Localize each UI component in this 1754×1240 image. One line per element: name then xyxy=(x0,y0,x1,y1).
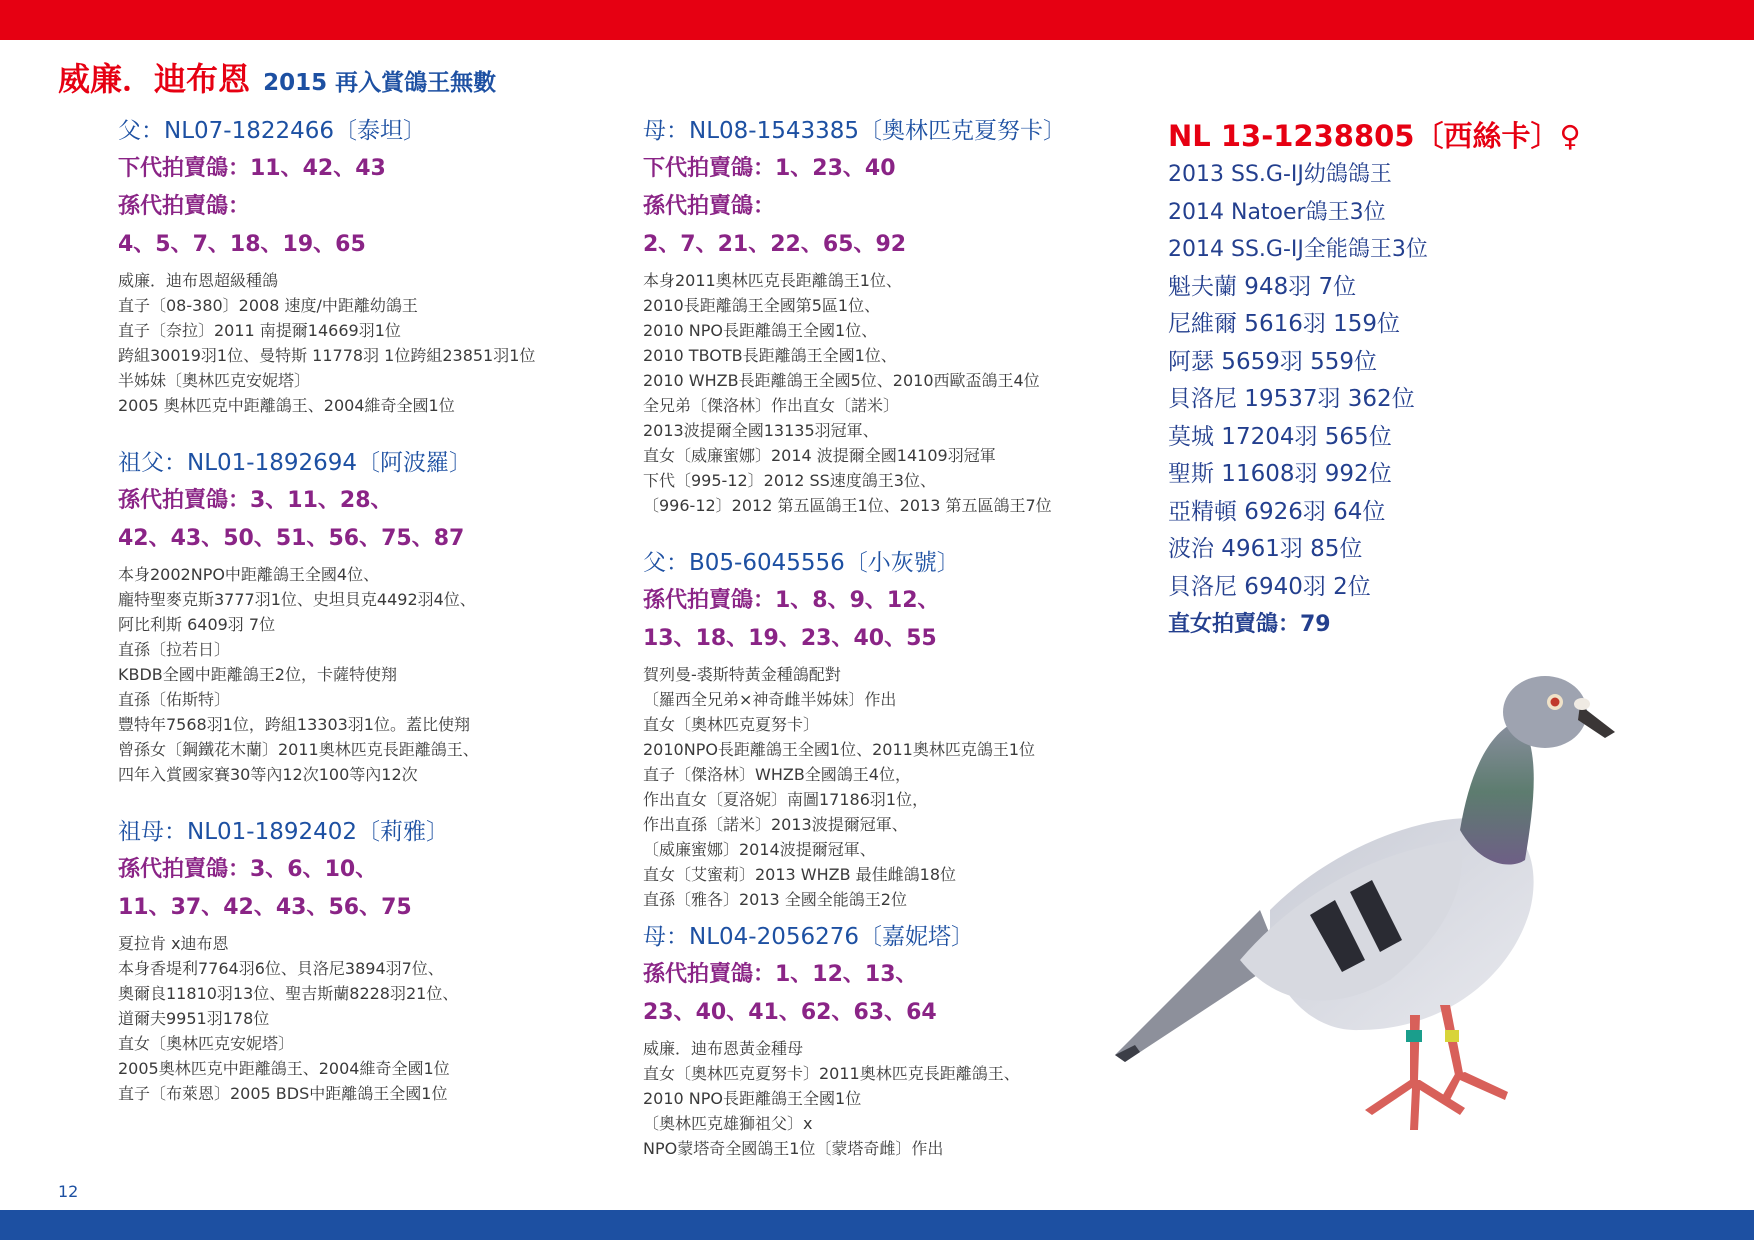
description-line: 全兄弟〔傑洛林〕作出直女〔諾米〕 xyxy=(643,396,900,415)
description-line: 夏拉肯 x迪布恩 xyxy=(118,934,229,953)
description-line: 四年入賞國家賽30等內12次100等內12次 xyxy=(118,765,418,784)
description-line: 直孫〔拉若日〕 xyxy=(118,640,231,659)
pigeon-image xyxy=(1110,660,1670,1170)
auction-line: 孫代拍賣鴿： xyxy=(643,194,776,219)
page-header xyxy=(58,54,496,100)
race-result: 貝洛尼 19537羽 362位 xyxy=(1168,386,1415,412)
pedigree-section-sire xyxy=(118,112,588,418)
parent-heading: 父：NL07-1822466〔泰坦〕 xyxy=(118,118,427,144)
description-line: 〔996-12〕2012 第五區鴿王1位、2013 第五區鴿王7位 xyxy=(643,496,1052,515)
race-result: 魁夫蘭 948羽 7位 xyxy=(1168,273,1357,300)
description xyxy=(118,562,588,787)
description-line: 2010 TBOTB長距離鴿王全國1位、 xyxy=(643,346,897,365)
race-result: 聖斯 11608羽 992位 xyxy=(1168,461,1392,487)
featured-bird-column xyxy=(1168,116,1688,644)
description-line: 直子〔傑洛林〕WHZB全國鴿王4位， xyxy=(643,765,911,784)
description-line: 2010 NPO長距離鴿王全國1位 xyxy=(643,1089,862,1108)
bird-title: NL 13-1238805〔西絲卡〕♀ xyxy=(1168,119,1581,153)
description-line: 直子〔奈拉〕2011 南提爾14669羽1位 xyxy=(118,321,401,340)
header-subtitle: 2015 再入賞鴿王無數 xyxy=(263,70,497,96)
auction-line: 下代拍賣鴿：11、42、43 xyxy=(118,156,386,181)
auction-line: 11、37、42、43、56、75 xyxy=(118,895,412,920)
description-line: 道爾夫9951羽178位 xyxy=(118,1009,270,1028)
auction-line: 孫代拍賣鴿：1、12、13、 xyxy=(643,962,918,987)
auction-line: 13、18、19、23、40、55 xyxy=(643,626,937,651)
race-result: 波治 4961羽 85位 xyxy=(1168,536,1363,562)
description-line: 龐特聖麥克斯3777羽1位、史坦貝克4492羽4位、 xyxy=(118,590,476,609)
race-result: 莫城 17204羽 565位 xyxy=(1168,423,1392,450)
race-result: 亞精頓 6926羽 64位 xyxy=(1168,498,1386,525)
description-line: 跨組30019羽1位、曼特斯 11778羽 1位跨組23851羽1位 xyxy=(118,346,536,365)
description xyxy=(643,268,1113,518)
description-line: 直女〔艾蜜莉〕2013 WHZB 最佳雌鴿18位 xyxy=(643,865,957,884)
auction-line: 42、43、50、51、56、75、87 xyxy=(118,526,465,551)
auction-line: 4、5、7、18、19、65 xyxy=(118,232,366,257)
description-line: 本身香堤利7764羽6位、貝洛尼3894羽7位、 xyxy=(118,959,444,978)
pedigree-section-dam-dam xyxy=(643,918,1113,1161)
page-number: 12 xyxy=(58,1182,79,1201)
description-line: 賀列曼-裘斯特黃金種鴿配對 xyxy=(643,665,841,684)
description-line: 直女〔奧林匹克夏努卡〕2011奧林匹克長距離鴿王、 xyxy=(643,1064,1020,1083)
parent-heading: 母：NL04-2056276〔嘉妮塔〕 xyxy=(643,924,975,950)
pedigree-section-granddam xyxy=(118,813,588,1106)
description-line: 〔威廉蜜娜〕2014波提爾冠軍、 xyxy=(643,840,876,859)
pedigree-section-grandsire xyxy=(118,444,588,787)
bottom-blue-band xyxy=(0,1210,1754,1240)
auction-line: 2、7、21、22、65、92 xyxy=(643,232,907,257)
description-line: 直孫〔雅各〕2013 全國全能鴿王2位 xyxy=(643,890,907,909)
description-line: 2010 NPO長距離鴿王全國1位、 xyxy=(643,321,878,340)
description-line: 〔奧林匹克雄獅祖父〕x xyxy=(643,1114,813,1133)
description-line: 作出直女〔夏洛妮〕南圖17186羽1位， xyxy=(643,790,929,809)
description-line: 2010長距離鴿王全國第5區1位、 xyxy=(643,296,881,315)
auction-line: 孫代拍賣鴿：3、6、10、 xyxy=(118,857,378,882)
description-line: 本身2002NPO中距離鴿王全國4位、 xyxy=(118,565,380,584)
description-line: 2010NPO長距離鴿王全國1位、2011奧林匹克鴿王1位 xyxy=(643,740,1036,759)
auction-line: 23、40、41、62、63、64 xyxy=(643,1000,937,1025)
pedigree-section-dam-sire xyxy=(643,544,1113,912)
description xyxy=(118,268,588,418)
description-line: 奧爾良11810羽13位、聖吉斯蘭8228羽21位、 xyxy=(118,984,459,1003)
description-line: 威廉．迪布恩超級種鴿 xyxy=(118,271,279,290)
description-line: 直子〔08-380〕2008 速度/中距離幼鴿王 xyxy=(118,296,418,315)
description-line: NPO蒙塔奇全國鴿王1位〔蒙塔奇雌〕作出 xyxy=(643,1139,944,1158)
description-line: 2010 WHZB長距離鴿王全國5位、2010西歐盃鴿王4位 xyxy=(643,371,1040,390)
parent-heading: 祖父：NL01-1892694〔阿波羅〕 xyxy=(118,450,473,476)
description xyxy=(643,1036,1113,1161)
auction-line: 下代拍賣鴿：1、23、40 xyxy=(643,156,896,181)
parent-heading: 父：B05-6045556〔小灰號〕 xyxy=(643,550,960,576)
achievement-line: 2014 SS.G-IJ全能鴿王3位 xyxy=(1168,237,1428,262)
description-line: 半姊妹〔奧林匹克安妮塔〕 xyxy=(118,371,311,390)
race-result: 貝洛尼 6940羽 2位 xyxy=(1168,573,1371,600)
description-line: 直女〔奧林匹克安妮塔〕 xyxy=(118,1034,295,1053)
description-line: 下代〔995-12〕2012 SS速度鴿王3位、 xyxy=(643,471,936,490)
achievement-line: 2014 Natoer鴿王3位 xyxy=(1168,199,1386,225)
auction-line: 直女拍賣鴿：79 xyxy=(1168,612,1331,637)
race-result: 尼維爾 5616羽 159位 xyxy=(1168,311,1401,337)
description-line: 2005奧林匹克中距離鴿王、2004維奇全國1位 xyxy=(118,1059,450,1078)
description-line: 2005 奧林匹克中距離鴿王、2004維奇全國1位 xyxy=(118,396,455,415)
description-line: 阿比利斯 6409羽 7位 xyxy=(118,615,276,634)
description-line: 作出直孫〔諾米〕2013波提爾冠軍、 xyxy=(643,815,908,834)
auction-line: 孫代拍賣鴿：1、8、9、12、 xyxy=(643,588,940,613)
pedigree-column-middle xyxy=(643,112,1113,1187)
pedigree-column-left xyxy=(118,112,588,1132)
top-red-band xyxy=(0,0,1754,40)
description-line: 直孫〔佑斯特〕 xyxy=(118,690,231,709)
description xyxy=(643,662,1113,912)
race-result: 阿瑟 5659羽 559位 xyxy=(1168,348,1378,375)
description-line: 威廉．迪布恩黃金種母 xyxy=(643,1039,804,1058)
description-line: 2013波提爾全國13135羽冠軍、 xyxy=(643,421,879,440)
description-line: 直女〔奧林匹克夏努卡〕 xyxy=(643,715,820,734)
description-line: 直女〔威廉蜜娜〕2014 波提爾全國14109羽冠軍 xyxy=(643,446,996,465)
description-line: 直子〔布萊恩〕2005 BDS中距離鴿王全國1位 xyxy=(118,1084,448,1103)
description-line: KBDB全國中距離鴿王2位，卡薩特使翔 xyxy=(118,665,397,684)
description-line: 豐特年7568羽1位，跨組13303羽1位。蓋比使翔 xyxy=(118,715,470,734)
auction-line: 孫代拍賣鴿：3、11、28、 xyxy=(118,488,393,513)
description xyxy=(118,931,588,1106)
breeder-name: 威廉．迪布恩 xyxy=(58,60,251,98)
auction-line: 孫代拍賣鴿： xyxy=(118,194,251,219)
parent-heading: 祖母：NL01-1892402〔莉雅〕 xyxy=(118,819,450,845)
parent-heading: 母：NL08-1543385〔奧林匹克夏努卡〕 xyxy=(643,118,1067,144)
description-line: 曾孫女〔鋼鐵花木蘭〕2011奧林匹克長距離鴿王、 xyxy=(118,740,479,759)
achievement-line: 2013 SS.G-IJ幼鴿鴿王 xyxy=(1168,162,1392,187)
description-line: 本身2011奧林匹克長距離鴿王1位、 xyxy=(643,271,902,290)
pedigree-section-dam xyxy=(643,112,1113,518)
description-line: 〔羅西全兄弟×神奇雌半姊妹〕作出 xyxy=(643,690,897,709)
